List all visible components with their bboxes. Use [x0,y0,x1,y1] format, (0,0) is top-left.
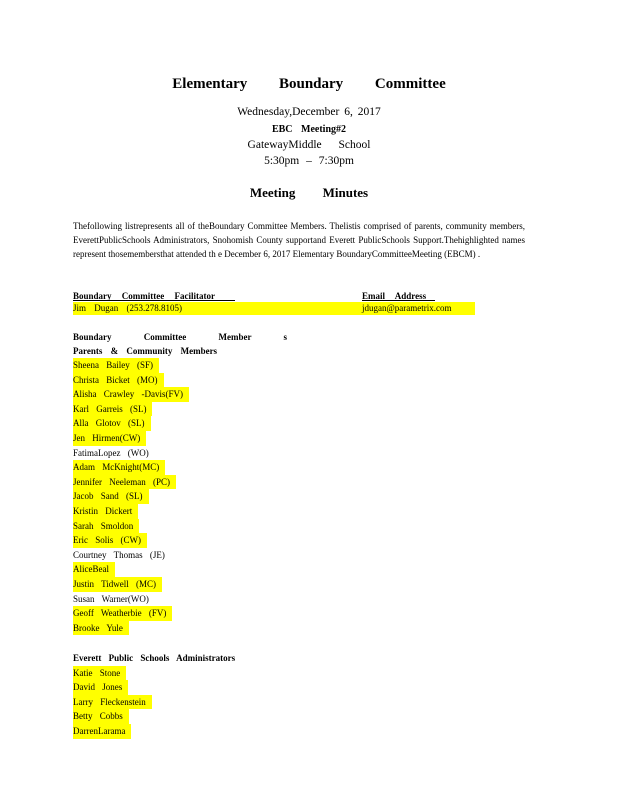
email-header: Email Address [362,291,427,301]
member-name: Geoff Weatherbie (FV) [73,606,172,621]
list-item [73,606,189,621]
member-name: Susan Warner(WO) [73,593,149,604]
meeting-number: EBC Meeting#2 [271,124,347,135]
facilitator-name: Jim Dugan (253.278.8105) [73,303,182,313]
list-item [73,562,189,577]
list-item [73,387,189,402]
facilitator-header: Boundary Committee Facilitator [73,291,215,301]
list-item [73,504,189,519]
member-name: Courtney Thomas (JE) [73,549,165,560]
list-item [73,446,189,461]
member-name: Kristin Dickert [73,504,138,519]
member-name: Christa Bicket (MO) [73,373,164,388]
list-item [73,431,189,446]
list-item [73,460,189,475]
facilitator-row [73,302,475,315]
list-item [73,373,189,388]
list-item [73,416,189,431]
facilitator-header-underline [73,300,235,301]
list-item [73,724,235,739]
member-name: Brooke Yule [73,621,129,636]
list-item [73,621,189,636]
list-item [73,402,189,417]
member-name: Karl Garreis (SL) [73,402,152,417]
member-name: Jennifer Neeleman (PC) [73,475,176,490]
member-name: David Jones [73,680,128,695]
member-name: DarrenLarama [73,724,131,739]
list-item [73,358,189,373]
list-item [73,519,189,534]
intro-paragraph: Thefollowing listrepresents all of theBoundary Committee Members. Thelistis comprised of parents, community members, EverettPublicSchools Administrators, Snohomish County supportand Everett PublicSchools Support.Thehighlighted names represent thosemembersthat attended th e December 6, 2017 Elementary BoundaryCommitteeMeeting (EBCM) . [73,221,525,259]
email-header-underline [362,300,435,301]
admins-list [73,651,235,739]
document-title: Elementary Boundary Committee [172,76,446,92]
meeting-time: 5:30pm – 7:30pm [264,155,354,167]
meeting-date: Wednesday,December 6, 2017 [237,106,381,118]
member-name: Alisha Crawley -Davis(FV) [73,387,189,402]
member-name: Betty Cobbs [73,709,129,724]
member-name: Larry Fleckenstein [73,695,152,710]
member-name: Adam McKnight(MC) [73,460,165,475]
member-name: AliceBeal [73,562,115,577]
list-item [73,489,189,504]
admins-heading: Everett Public Schools Administrators [73,653,236,663]
list-item [73,577,189,592]
member-name: Jacob Sand (SL) [73,489,149,504]
list-item [73,680,235,695]
member-name: Katie Stone [73,666,126,681]
parents-list [73,358,189,635]
member-name: Sarah Smoldon [73,519,139,534]
list-item [73,695,235,710]
section-title: Meeting Minutes [249,185,369,200]
list-item [73,533,189,548]
members-heading: Boundary Committee Member s [73,332,288,342]
list-item [73,548,189,563]
member-name: Justin Tidwell (MC) [73,577,162,592]
list-item [73,475,189,490]
member-name: Jen Hirmen(CW) [73,431,146,446]
list-item [73,666,235,681]
member-name: Alla Glotov (SL) [73,416,151,431]
member-name: Eric Solis (CW) [73,533,147,548]
facilitator-email[interactable]: jdugan@parametrix.com [362,303,452,313]
member-name: FatimaLopez (WO) [73,447,149,458]
member-name: Sheena Bailey (SF) [73,358,159,373]
list-item [73,709,235,724]
meeting-location: GatewayMiddle School [247,139,371,151]
list-item [73,592,189,607]
parents-heading: Parents & Community Members [73,346,218,356]
